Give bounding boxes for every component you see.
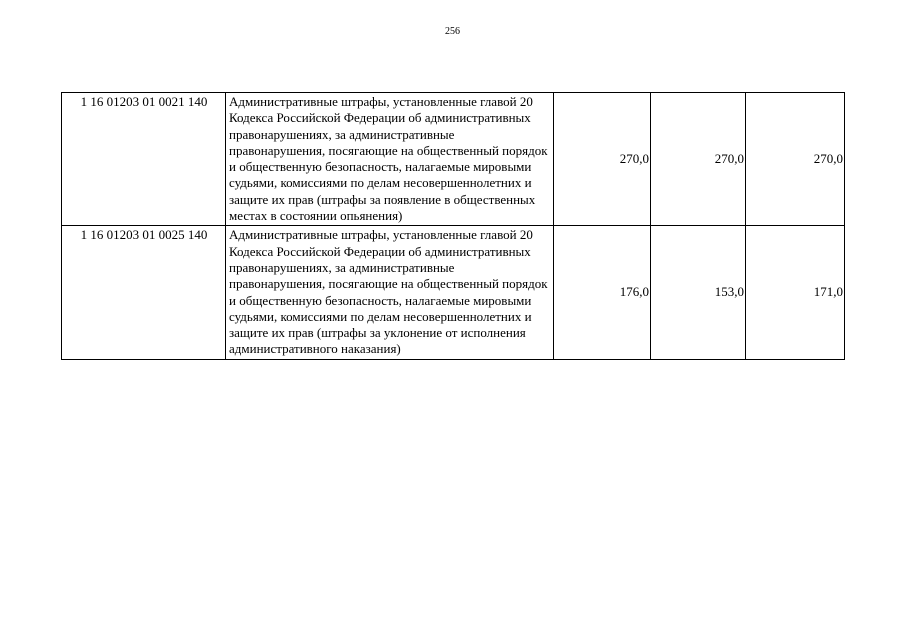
table-row: [62, 226, 845, 359]
description-cell: Административные штрафы, установленные главой 20 Кодекса Российской Федерации об административных правонарушениях, за административные правонарушения, посягающие на общественный порядок и общественную безопасность, налагаемые мировыми судьями, комиссиями по делам несовершеннолетних и защите их прав (штрафы за появление в общественных местах в состоянии опьянения): [226, 93, 554, 226]
page-number: 256: [445, 26, 460, 37]
value-cell-year-1: 270,0: [554, 93, 651, 226]
value-cell-year-1: 176,0: [554, 226, 651, 359]
value-cell-year-2: 153,0: [651, 226, 746, 359]
budget-table: [61, 92, 845, 360]
value-cell-year-2: 270,0: [651, 93, 746, 226]
budget-code-cell: 1 16 01203 01 0025 140: [62, 226, 226, 359]
value-cell-year-3: 270,0: [746, 93, 845, 226]
budget-code-cell: 1 16 01203 01 0021 140: [62, 93, 226, 226]
value-cell-year-3: 171,0: [746, 226, 845, 359]
description-cell: Административные штрафы, установленные главой 20 Кодекса Российской Федерации об административных правонарушениях, за административные правонарушения, посягающие на общественный порядок и общественную безопасность, налагаемые мировыми судьями, комиссиями по делам несовершеннолетних и защите их прав (штрафы за уклонение от исполнения административного наказания): [226, 226, 554, 359]
table-row: [62, 93, 845, 226]
